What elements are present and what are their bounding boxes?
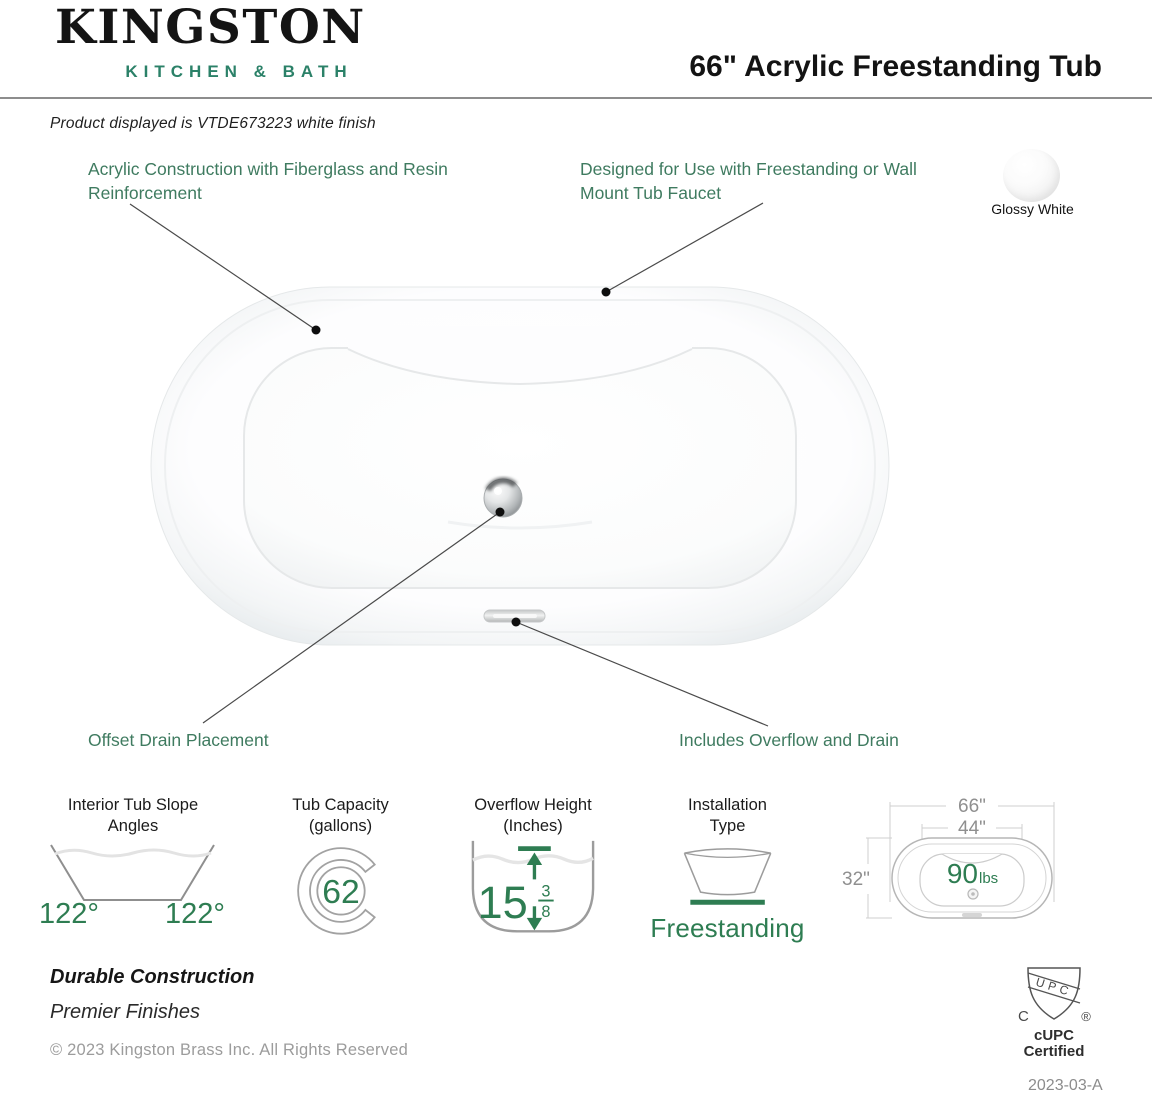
installation-value: Freestanding (650, 913, 805, 944)
dim-length: 66" (958, 796, 986, 817)
overflow-height-whole: 15 (477, 877, 528, 929)
slope-left-angle: 122° (39, 898, 99, 931)
spec-capacity-title-line1: Tub Capacity (292, 796, 389, 814)
cupc-status: Certified (1023, 1043, 1085, 1060)
dimensions-diagram (826, 790, 1132, 938)
callout-offset-drain: Offset Drain Placement (88, 730, 269, 750)
overflow-height-denominator: 8 (541, 903, 551, 922)
slope-right-angle: 122° (165, 898, 225, 931)
header-divider (0, 97, 1152, 99)
spec-capacity-title-line2: (gallons) (308, 817, 373, 836)
feature-finishes: Premier Finishes (50, 1001, 201, 1023)
callout-construction: Acrylic Construction with Fiberglass and Resin Reinforcement (88, 159, 448, 204)
product-note: Product displayed is VTDE673223 white finish (50, 115, 376, 132)
dim-weight-unit: lbs (979, 870, 999, 887)
dim-inner-length: 44" (958, 818, 986, 839)
spec-install-title-line1: Installation (688, 796, 767, 814)
spec-installation-type (645, 795, 810, 944)
drain-highlight (494, 487, 502, 495)
overflow-slot-highlight (493, 614, 537, 618)
spec-install-title-line2: Type (709, 817, 746, 836)
cupc-reg-mark: ® (1081, 1009, 1091, 1024)
spec-overflow-height (450, 795, 616, 939)
cupc-left-mark: C (1018, 1008, 1029, 1025)
capacity-value: 62 (321, 873, 360, 911)
overflow-height-numerator: 3 (541, 882, 551, 901)
slope-icon (47, 842, 219, 904)
spec-slope-title-line2: Angles (107, 817, 159, 836)
doc-code: 2023-03-A (1028, 1077, 1103, 1094)
page-title: 66" Acrylic Freestanding Tub (689, 50, 1102, 83)
spec-slope-angles (33, 795, 233, 931)
dim-width: 32" (842, 869, 870, 890)
dim-weight: 90 (946, 858, 978, 889)
spec-overflow-title-line1: Overflow Height (474, 796, 592, 814)
cupc-certified-logo (1014, 964, 1096, 1064)
callout-overflow-drain: Includes Overflow and Drain (679, 730, 899, 750)
finish-swatch (1003, 149, 1060, 202)
spec-slope-title-line1: Interior Tub Slope (67, 796, 199, 814)
callout-faucet: Designed for Use with Freestanding or Wall Mount Tub Faucet (580, 159, 917, 204)
capacity-icon (286, 839, 396, 941)
leader-faucet (606, 203, 763, 292)
finish-label: Glossy White (991, 201, 1074, 217)
overflow-height-icon (468, 839, 598, 939)
brand-logo: KINGSTON (55, 0, 366, 55)
copyright: © 2023 Kingston Brass Inc. All Rights Reserved (50, 1041, 408, 1059)
feature-durable: Durable Construction (50, 966, 255, 988)
cupc-band-text: UPC (1034, 974, 1074, 1000)
spec-overflow-title-line2: (Inches) (503, 817, 563, 836)
brand-tagline: KITCHEN & BATH (125, 62, 353, 81)
cupc-name: cUPC (1033, 1027, 1075, 1044)
spec-capacity (258, 795, 423, 941)
spec-dimensions (826, 790, 1132, 938)
installation-icon (671, 843, 785, 909)
tub-top-view-image (148, 282, 892, 650)
